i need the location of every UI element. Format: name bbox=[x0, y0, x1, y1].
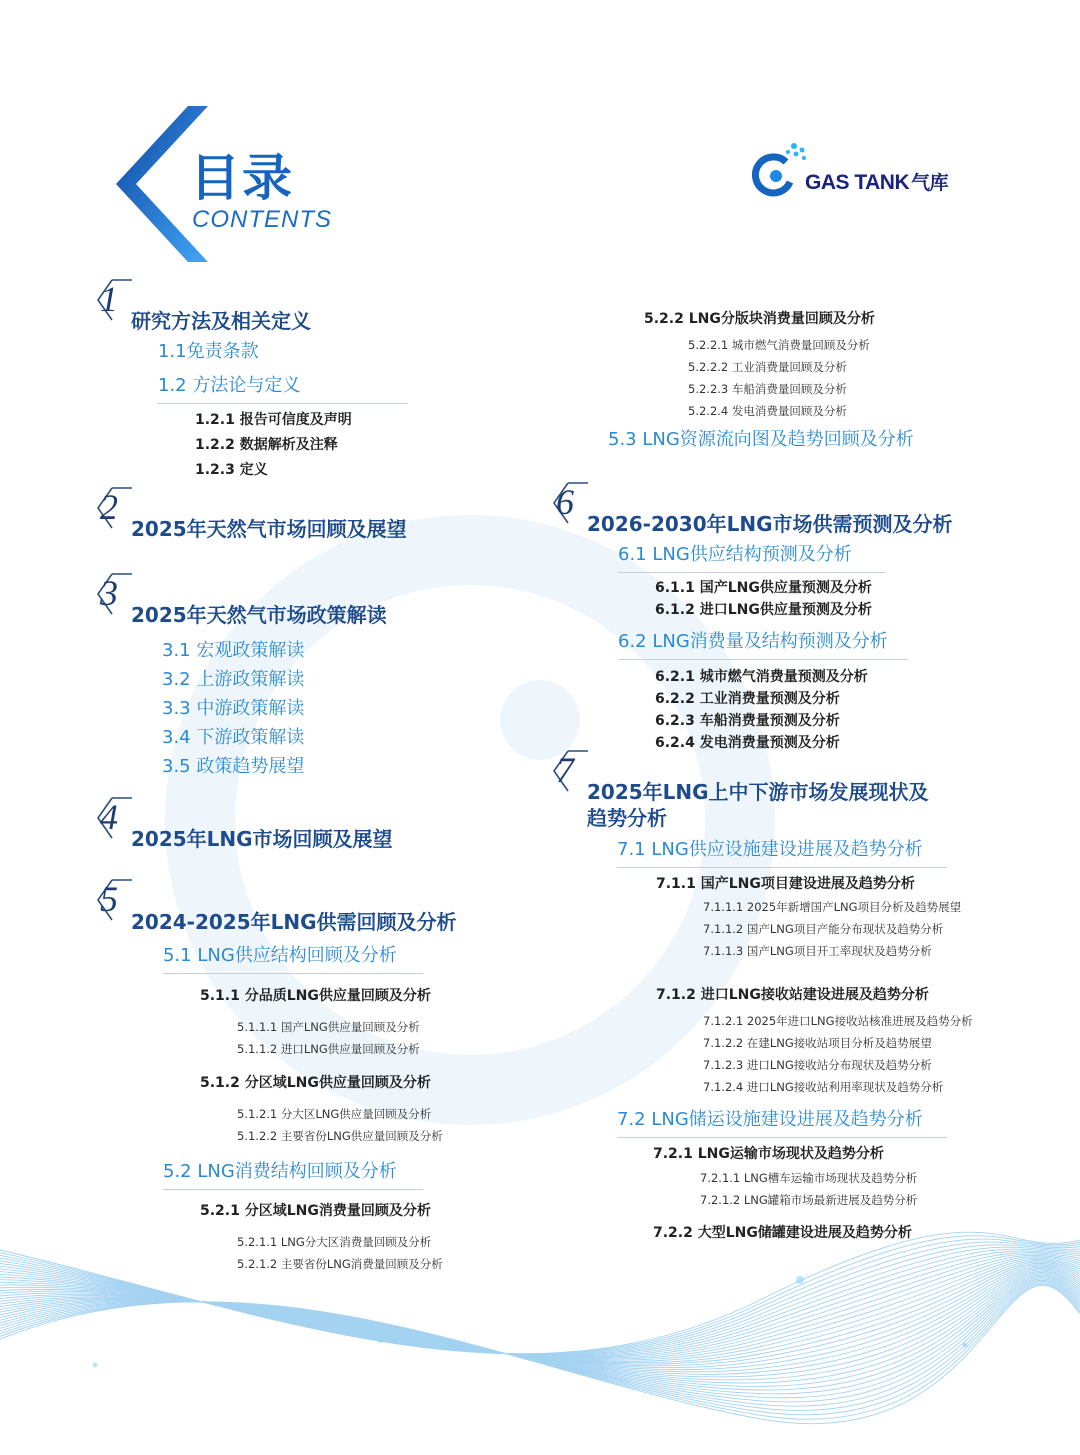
toc-group[interactable]: 7.2.1 LNG运输市场现状及趋势分析 bbox=[653, 1146, 884, 1162]
toc-item[interactable]: 7.1.2.3 进口LNG接收站分布现状及趋势分析 bbox=[703, 1058, 932, 1072]
toc-item[interactable]: 7.1.2.2 在建LNG接收站项目分析及趋势展望 bbox=[703, 1036, 932, 1050]
toc-group[interactable]: 7.1.1 国产LNG项目建设进展及趋势分析 bbox=[656, 876, 915, 892]
wave-line bbox=[0, 1263, 1080, 1366]
toc-item[interactable]: 6.2.3 车船消费量预测及分析 bbox=[655, 713, 840, 729]
section-title[interactable]: 2026-2030年LNG市场供需预测及分析 bbox=[587, 512, 953, 536]
section-title[interactable]: 2025年LNG上中下游市场发展现状及 bbox=[587, 780, 929, 804]
toc-item[interactable]: 5.2.1.1 LNG分大区消费量回顾及分析 bbox=[237, 1235, 432, 1249]
logo-wordmark: GAS TANK bbox=[805, 171, 910, 194]
section-number: 5 bbox=[100, 879, 118, 919]
toc-item[interactable]: 6.2.1 城市燃气消费量预测及分析 bbox=[655, 669, 868, 685]
toc-item[interactable]: 7.1.1.1 2025年新增国产LNG项目分析及趋势展望 bbox=[703, 900, 962, 914]
toc-item[interactable]: 6.1.1 国产LNG供应量预测及分析 bbox=[655, 580, 872, 596]
toc-item[interactable]: 1.2.3 定义 bbox=[195, 462, 268, 478]
toc-group[interactable]: 7.2.2 大型LNG储罐建设进展及趋势分析 bbox=[653, 1225, 912, 1241]
toc-item[interactable]: 5.1.2.1 分大区LNG供应量回顾及分析 bbox=[237, 1107, 432, 1121]
toc-item[interactable]: 5.2.2.1 城市燃气消费量回顾及分析 bbox=[688, 338, 870, 352]
toc-item[interactable]: 5.2.2.4 发电消费量回顾及分析 bbox=[688, 404, 847, 418]
toc-item[interactable]: 7.2.1.2 LNG罐箱市场最新进展及趋势分析 bbox=[700, 1193, 918, 1207]
toc-item[interactable]: 7.1.2.4 进口LNG接收站利用率现状及趋势分析 bbox=[703, 1080, 944, 1094]
wave-line bbox=[0, 1262, 1080, 1364]
section-title-line2[interactable]: 趋势分析 bbox=[587, 806, 667, 830]
toc-group[interactable]: 7.1.2 进口LNG接收站建设进展及趋势分析 bbox=[656, 987, 929, 1003]
toc-item[interactable]: 5.1.1.2 进口LNG供应量回顾及分析 bbox=[237, 1042, 420, 1056]
toc-item[interactable]: 1.2.2 数据解析及注释 bbox=[195, 437, 338, 453]
page-title: 目录 bbox=[190, 149, 294, 207]
toc-group[interactable]: 5.2.1 分区域LNG消费量回顾及分析 bbox=[200, 1203, 431, 1219]
subsection-title[interactable]: 3.3 中游政策解读 bbox=[162, 698, 305, 719]
subsection-title[interactable]: 3.2 上游政策解读 bbox=[162, 669, 305, 690]
section-title[interactable]: 2025年LNG市场回顾及展望 bbox=[131, 827, 393, 851]
section-number: 7 bbox=[556, 750, 574, 790]
section-number: 6 bbox=[556, 482, 574, 522]
section-number: 4 bbox=[100, 797, 118, 837]
subsection-title[interactable]: 6.2 LNG消费量及结构预测及分析 bbox=[618, 627, 908, 660]
section-number: 3 bbox=[100, 573, 118, 613]
subsection-title[interactable]: 3.5 政策趋势展望 bbox=[162, 756, 305, 777]
subsection-title[interactable]: 7.1 LNG供应设施建设进展及趋势分析 bbox=[617, 835, 947, 868]
logo-text bbox=[805, 168, 948, 195]
toc-item[interactable]: 7.1.2.1 2025年进口LNG接收站核准进展及趋势分析 bbox=[703, 1014, 973, 1028]
section-number: 2 bbox=[100, 487, 118, 527]
toc-group[interactable]: 5.2.2 LNG分版块消费量回顾及分析 bbox=[644, 311, 875, 327]
wave-line bbox=[0, 1254, 1080, 1357]
subsection-title[interactable]: 5.1 LNG供应结构回顾及分析 bbox=[163, 941, 423, 974]
toc-item[interactable]: 7.1.1.2 国产LNG项目产能分布现状及趋势分析 bbox=[703, 922, 944, 936]
logo-chinese: 气库 bbox=[911, 173, 949, 194]
wave-line bbox=[0, 1259, 1080, 1361]
toc-item[interactable]: 5.2.2.2 工业消费量回顾及分析 bbox=[688, 360, 847, 374]
section-title[interactable]: 2025年天然气市场政策解读 bbox=[131, 603, 387, 627]
subsection-title[interactable]: 3.4 下游政策解读 bbox=[162, 727, 305, 748]
toc-item[interactable]: 7.1.1.3 国产LNG项目开工率现状及趋势分析 bbox=[703, 944, 932, 958]
toc-group[interactable]: 5.1.1 分品质LNG供应量回顾及分析 bbox=[200, 988, 431, 1004]
toc-item[interactable]: 1.2.1 报告可信度及声明 bbox=[195, 412, 352, 428]
subsection-title[interactable]: 5.3 LNG资源流向图及趋势回顾及分析 bbox=[608, 429, 914, 450]
subsection-title[interactable]: 5.2 LNG消费结构回顾及分析 bbox=[163, 1157, 423, 1190]
toc-group[interactable]: 5.1.2 分区域LNG供应量回顾及分析 bbox=[200, 1075, 431, 1091]
wave-line bbox=[0, 1257, 1080, 1359]
toc-item[interactable]: 6.1.2 进口LNG供应量预测及分析 bbox=[655, 602, 872, 618]
toc-item[interactable]: 5.2.2.3 车船消费量回顾及分析 bbox=[688, 382, 847, 396]
toc-item[interactable]: 6.2.4 发电消费量预测及分析 bbox=[655, 735, 840, 751]
toc-item[interactable]: 6.2.2 工业消费量预测及分析 bbox=[655, 691, 840, 707]
section-title[interactable]: 2024-2025年LNG供需回顾及分析 bbox=[131, 910, 457, 934]
toc-item[interactable]: 5.2.1.2 主要省份LNG消费量回顾及分析 bbox=[237, 1257, 443, 1271]
section-number: 1 bbox=[100, 279, 118, 319]
section-title[interactable]: 2025年天然气市场回顾及展望 bbox=[131, 517, 407, 541]
section-title[interactable]: 研究方法及相关定义 bbox=[131, 309, 311, 333]
subsection-title[interactable]: 6.1 LNG供应结构预测及分析 bbox=[618, 540, 886, 573]
toc-item[interactable]: 5.1.1.1 国产LNG供应量回顾及分析 bbox=[237, 1020, 420, 1034]
toc-item[interactable]: 7.2.1.1 LNG槽车运输市场现状及趋势分析 bbox=[700, 1171, 918, 1185]
subsection-title[interactable]: 3.1 宏观政策解读 bbox=[162, 640, 305, 661]
subsection-title[interactable]: 7.2 LNG储运设施建设进展及趋势分析 bbox=[617, 1105, 947, 1138]
toc-item[interactable]: 5.1.2.2 主要省份LNG供应量回顾及分析 bbox=[237, 1129, 443, 1143]
page-subtitle: CONTENTS bbox=[192, 206, 332, 233]
subsection-title[interactable]: 1.2 方法论与定义 bbox=[158, 371, 408, 404]
subsection-title[interactable]: 1.1免责条款 bbox=[158, 341, 259, 362]
